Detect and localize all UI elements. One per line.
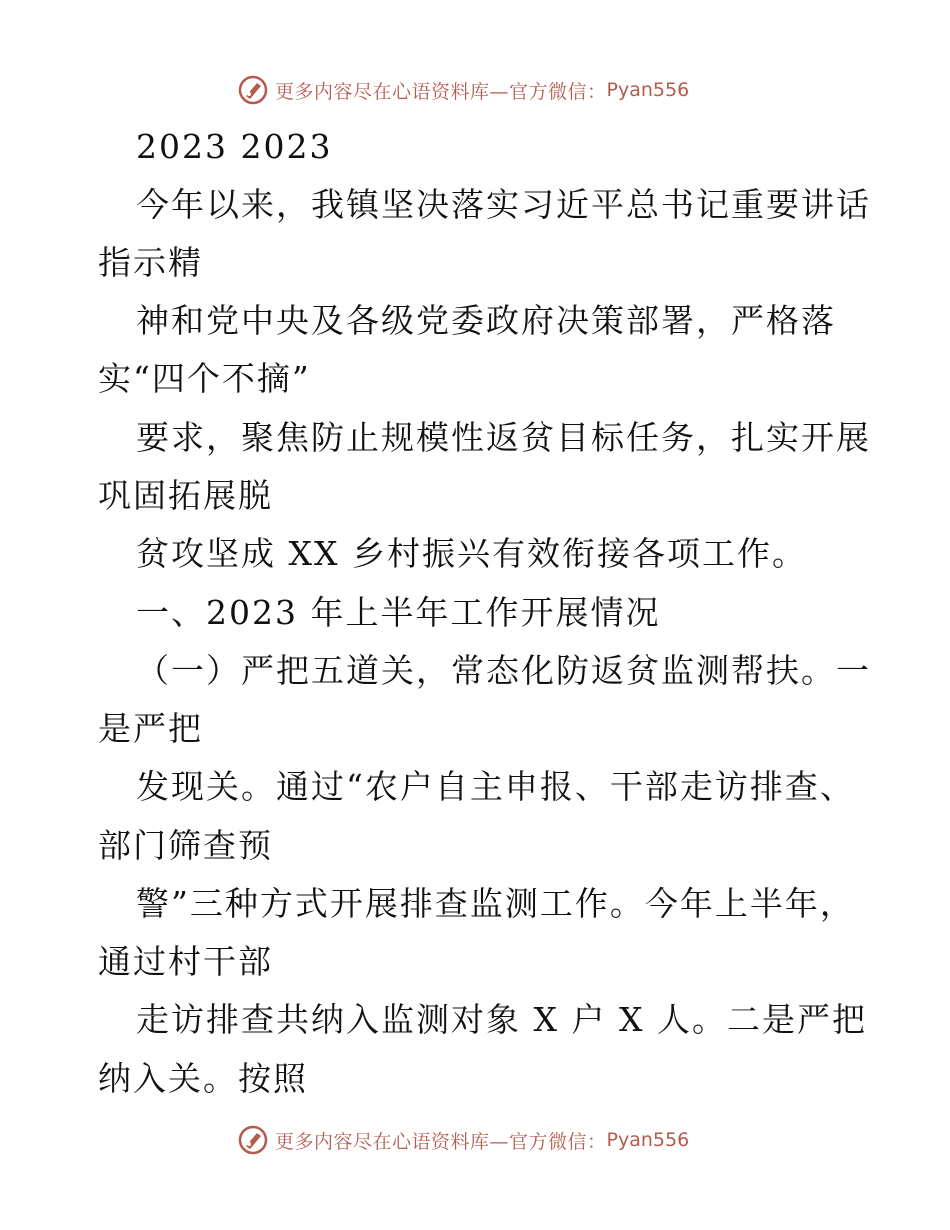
body-line: 贫攻坚成 XX 乡村振兴有效衔接各项工作。 — [136, 534, 807, 573]
body-line: 走访排查共纳入监测对象 X 户 X 人。二是严把 — [136, 1000, 867, 1039]
body-line: （一）严把五道关，常态化防返贫监测帮扶。一 — [136, 651, 871, 690]
body-line: 指示精 — [98, 243, 203, 282]
watermark-wechat-id: Pyan556 — [606, 79, 690, 101]
pen-logo-icon — [237, 74, 269, 106]
watermark-text: 更多内容尽在心语资料库—官方微信： — [275, 80, 607, 103]
body-line: 2023 2023 — [136, 127, 333, 166]
section-heading: 一、2023 年上半年工作开展情况 — [136, 593, 661, 632]
body-line: 今年以来，我镇坚决落实习近平总书记重要讲话 — [136, 185, 871, 224]
body-line: 发现关。通过“农户自主申报、干部走访排查、 — [136, 767, 855, 806]
body-line: 部门筛查预 — [98, 826, 273, 865]
body-line: 纳入关。按照 — [98, 1059, 308, 1098]
body-line: 实“四个不摘” — [98, 359, 311, 398]
watermark-wechat-id: Pyan556 — [606, 1129, 690, 1151]
body-line: 通过村干部 — [98, 942, 273, 981]
body-line: 神和党中央及各级党委政府决策部署，严格落 — [136, 301, 836, 340]
body-line: 警”三种方式开展排查监测工作。今年上半年， — [136, 884, 855, 923]
watermark-text: 更多内容尽在心语资料库—官方微信： — [275, 1130, 607, 1153]
pen-logo-icon — [237, 1124, 269, 1156]
footer-watermark — [237, 1122, 689, 1158]
body-line: 巩固拓展脱 — [98, 476, 273, 515]
body-line: 是严把 — [98, 709, 203, 748]
header-watermark — [237, 72, 689, 108]
body-line: 要求，聚焦防止规模性返贫目标任务，扎实开展 — [136, 418, 871, 457]
